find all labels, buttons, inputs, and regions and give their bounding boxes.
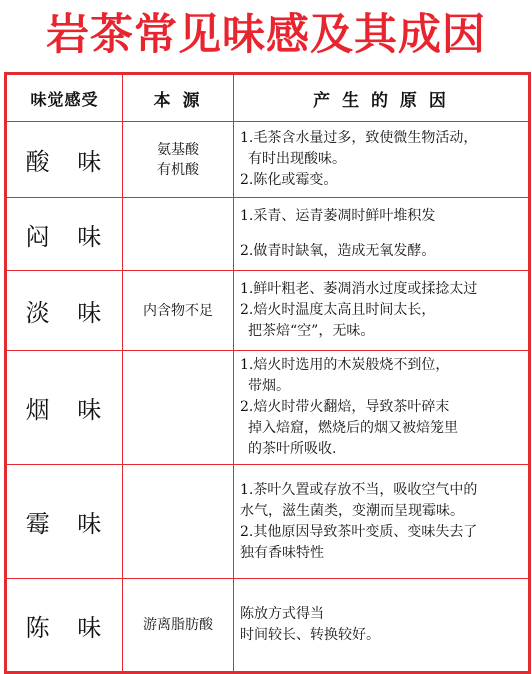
cause-line: 1.焙火时选用的木炭般烧不到位， — [240, 357, 450, 373]
cause-cell — [234, 465, 530, 579]
cause-line: 2.焙火时带火翻焙，导致茶叶碎末 — [240, 399, 450, 415]
header-cause: 产 生 的 原 因 — [234, 74, 530, 122]
cause-line: 有时出现酸味。 — [248, 151, 346, 167]
cause-cell — [234, 271, 530, 351]
taste-cell: 闷 味 — [6, 198, 123, 271]
cause-line: 的茶叶所吸收. — [248, 441, 337, 457]
cause-line: 2.其他原因导致茶叶变质、变味失去了 — [240, 523, 478, 540]
header-source: 本 源 — [123, 74, 234, 122]
table-row — [6, 579, 530, 673]
table-row — [6, 122, 530, 198]
source-cell — [123, 198, 234, 271]
cause-line: 1.毛茶含水量过多，致使微生物活动， — [240, 130, 478, 146]
cause-line: 陈放方式得当 — [240, 606, 324, 622]
cause-line: 1.茶叶久置或存放不当，吸收空气中的 — [240, 481, 478, 498]
taste-cell: 霉 味 — [6, 465, 123, 579]
table-header-row — [6, 74, 530, 122]
taste-cell: 陈 味 — [6, 579, 123, 673]
source-cell — [123, 271, 234, 351]
cause-line: 独有香味特性 — [240, 544, 324, 561]
cause-line: 掉入焙窟，燃烧后的烟又被焙笼里 — [248, 420, 458, 436]
taste-cell: 烟 味 — [6, 351, 123, 465]
source-cell — [123, 122, 234, 198]
cause-cell — [234, 122, 530, 198]
taste-cell: 淡 味 — [6, 271, 123, 351]
table-row — [6, 351, 530, 465]
cause-line: 把茶焙“空”，无味。 — [248, 323, 375, 339]
taste-table — [4, 72, 531, 674]
source-cell — [123, 465, 234, 579]
cause-line: 时间较长、转换较好。 — [240, 627, 380, 643]
page-title: 岩茶常见味感及其成因 — [46, 10, 486, 60]
cause-cell — [234, 198, 530, 271]
header-taste: 味觉感受 — [6, 74, 123, 122]
taste-cell: 酸 味 — [6, 122, 123, 198]
cause-line: 2.焙火时温度太高且时间太长， — [240, 302, 436, 318]
cause-line: 带烟。 — [248, 378, 290, 394]
source-line: 游离脂肪酸 — [143, 617, 213, 633]
cause-line: 1.采青、运青萎凋时鲜叶堆积发 — [240, 208, 436, 224]
source-line: 氨基酸 — [157, 141, 199, 158]
table-row — [6, 271, 530, 351]
cause-cell — [234, 351, 530, 465]
source-cell — [123, 579, 234, 673]
table-row — [6, 198, 530, 271]
table-row — [6, 465, 530, 579]
source-line: 内含物不足 — [143, 302, 213, 319]
cause-line: 1.鲜叶粗老、萎凋消水过度或揉捻太过 — [240, 281, 478, 297]
cause-line: 2.做青时缺氧，造成无氧发酵。 — [240, 243, 436, 259]
cause-line: 水气，滋生菌类，变潮而呈现霉味。 — [240, 502, 464, 519]
cause-cell — [234, 579, 530, 673]
cause-line: 2.陈化或霉变。 — [240, 172, 338, 188]
source-line: 有机酸 — [157, 161, 199, 178]
source-cell — [123, 351, 234, 465]
